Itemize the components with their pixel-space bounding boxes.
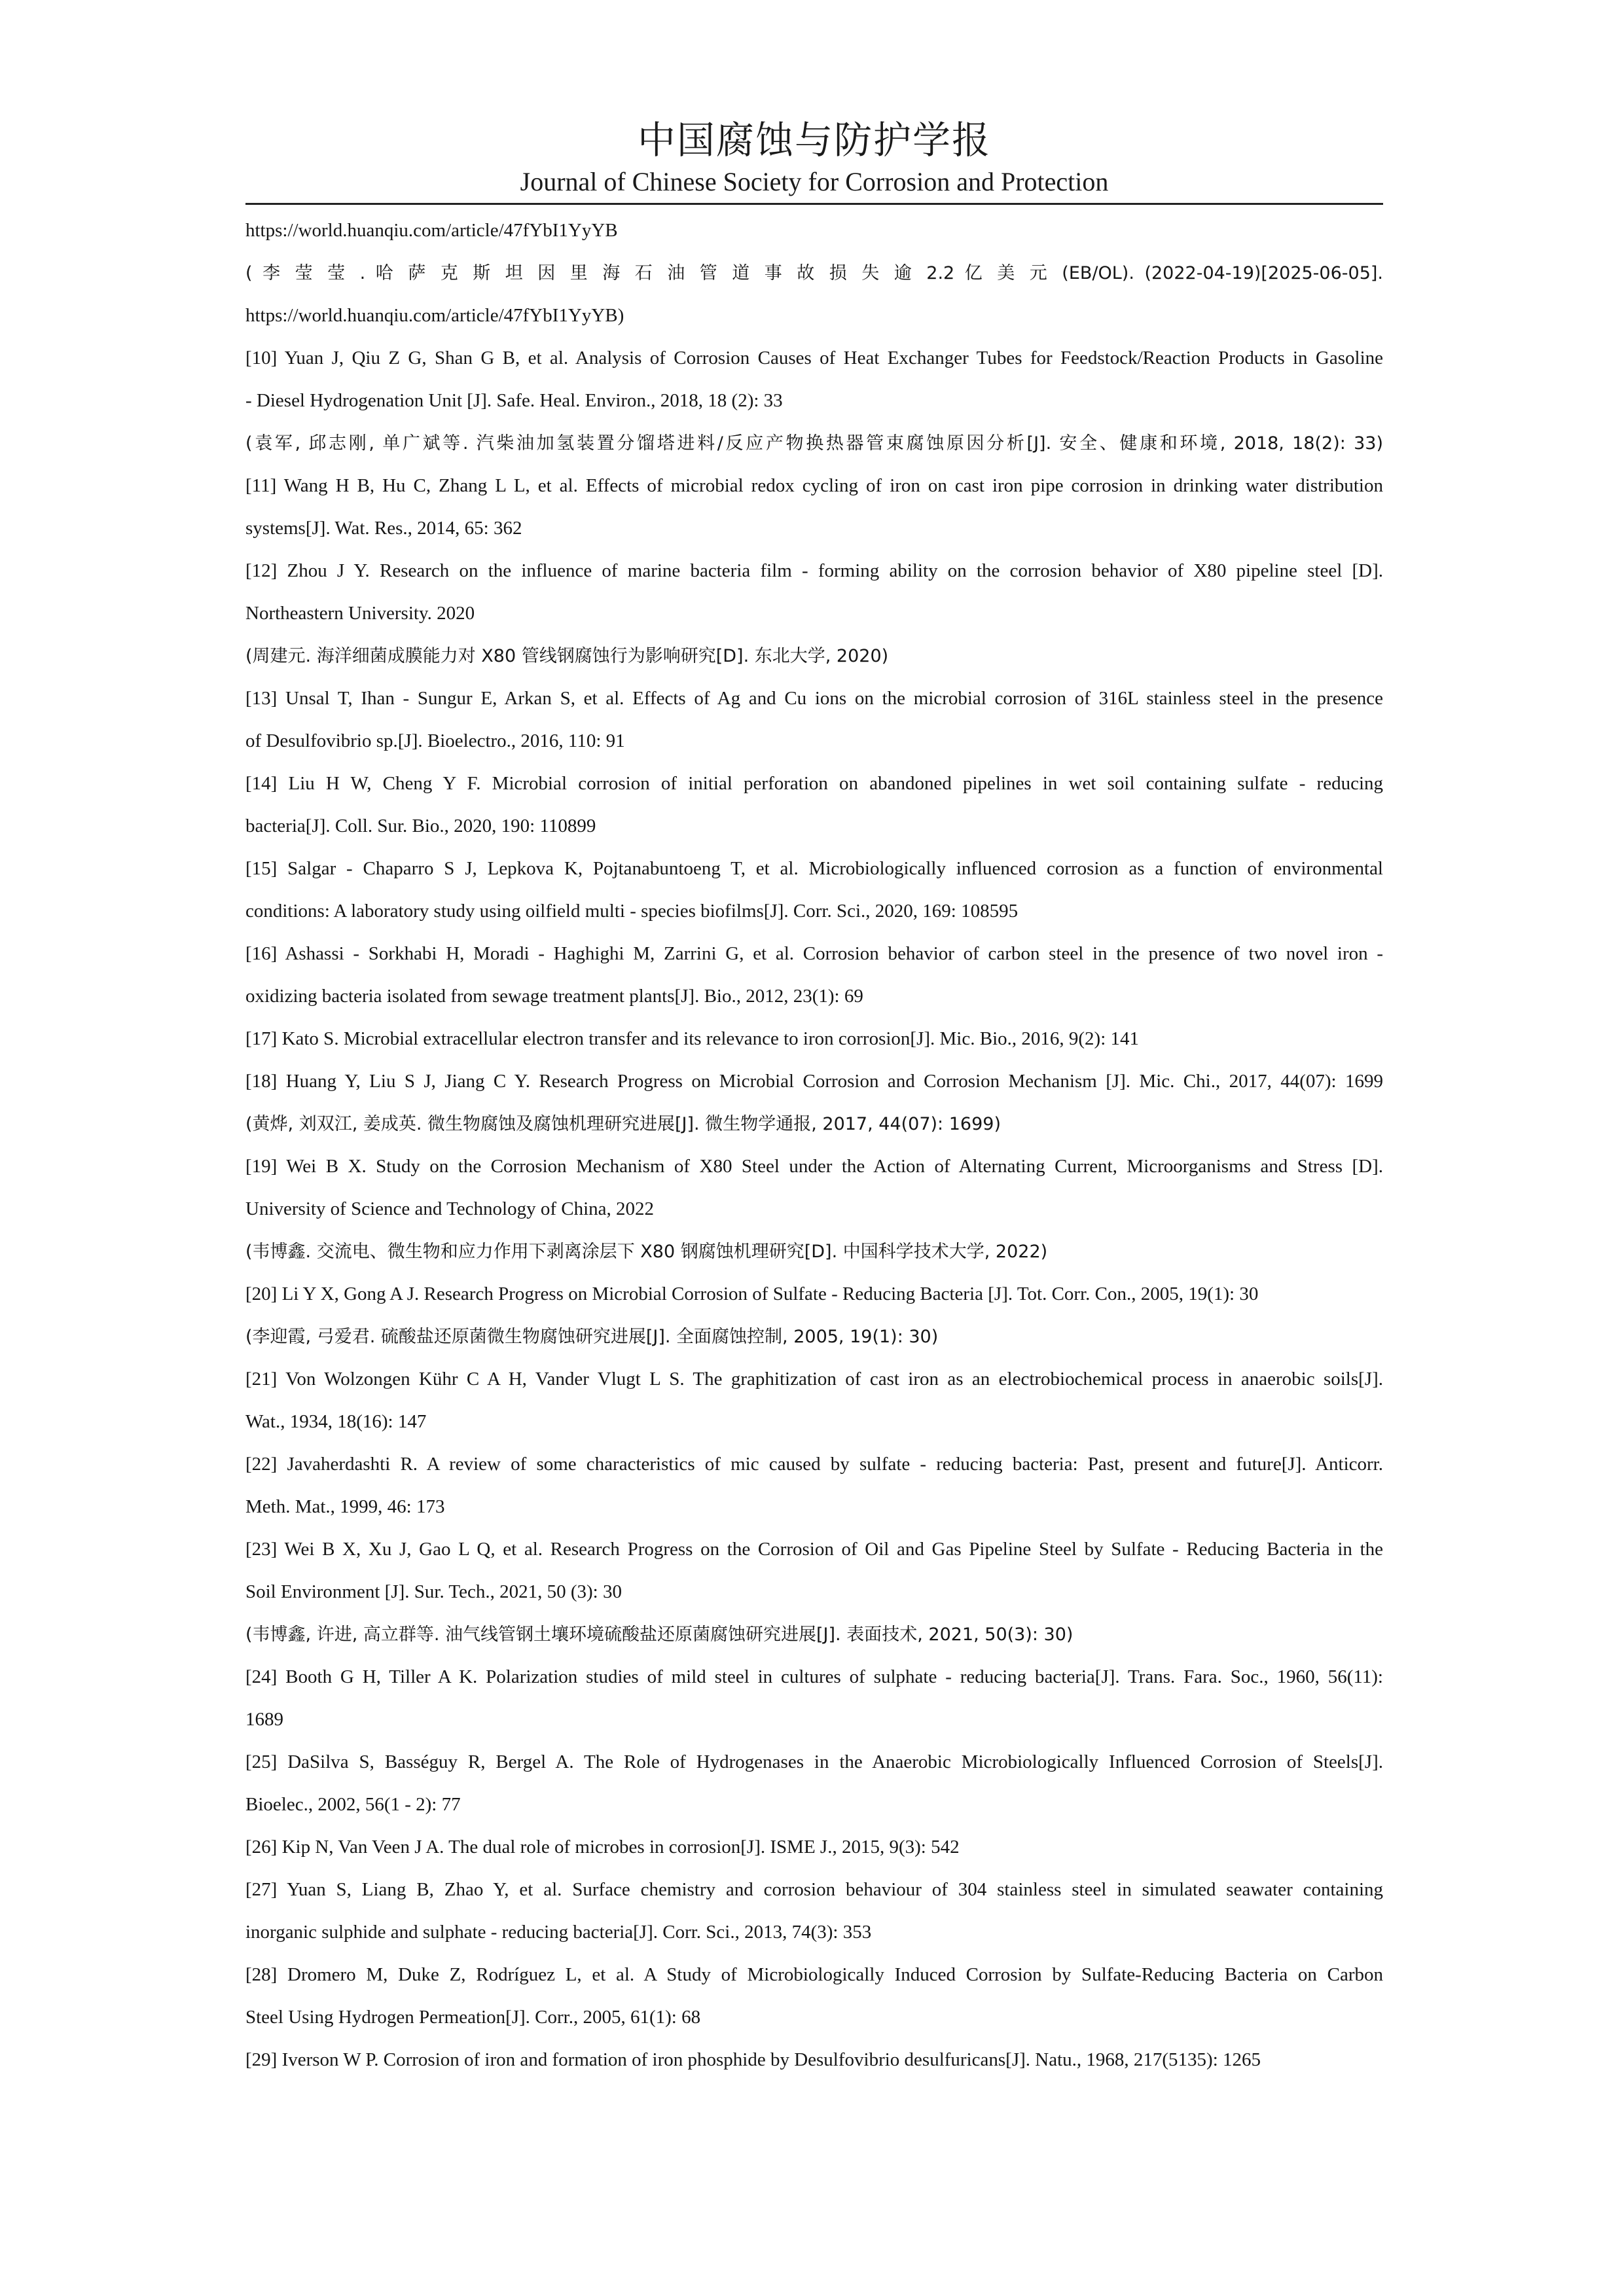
reference-line: [20] Li Y X, Gong A J. Research Progress on Microbial Corrosion of Sulfate - Reducing Bacteria [J]. Tot. Corr. Con., 2005, 19(1): 30	[245, 1283, 1259, 1304]
reference-line: [27] Yuan S, Liang B, Zhao Y, et al. Surface chemistry and corrosion behaviour of 304 stainless steel in simulated seawater containing	[245, 1879, 1383, 1900]
reference-line: [17] Kato S. Microbial extracellular electron transfer and its relevance to iron corrosion[J]. Mic. Bio., 2016, 9(2): 141	[245, 1028, 1139, 1049]
reference-line: [18] Huang Y, Liu S J, Jiang C Y. Research Progress on Microbial Corrosion and Corrosion Mechanism [J]. Mic. Chi., 2017, 44(07): 1699	[245, 1071, 1383, 1092]
reference-line: [26] Kip N, Van Veen J A. The dual role of microbes in corrosion[J]. ISME J., 2015, 9(3): 542	[245, 1837, 960, 1857]
reference-line: of Desulfovibrio sp.[J]. Bioelectro., 2016, 110: 91	[245, 730, 625, 751]
reference-line: [21] Von Wolzongen Kühr C A H, Vander Vlugt L S. The graphitization of cast iron as an electrobiochemical process in anaerobic soils[J].	[245, 1369, 1383, 1390]
reference-line: Northeastern University. 2020	[245, 603, 475, 624]
journal-title-chinese: 中国腐蚀与防护学报	[637, 118, 991, 162]
reference-line: [29] Iverson W P. Corrosion of iron and formation of iron phosphide by Desulfovibrio desulfuricans[J]. Natu., 1968, 217(5135): 1265	[245, 2049, 1261, 2070]
reference-line: https://world.huanqiu.com/article/47fYbI1YyYB	[245, 220, 618, 241]
reference-line: [19] Wei B X. Study on the Corrosion Mechanism of X80 Steel under the Action of Alternating Current, Microorganisms and Stress [D].	[245, 1156, 1383, 1177]
reference-line: [10] Yuan J, Qiu Z G, Shan G B, et al. Analysis of Corrosion Causes of Heat Exchanger Tubes for Feedstock/Reaction Products in Gasoline	[245, 348, 1383, 368]
reference-line: [16] Ashassi - Sorkhabi H, Moradi - Haghighi M, Zarrini G, et al. Corrosion behavior of carbon steel in the presence of two novel iron -	[245, 943, 1383, 964]
reference-line: Steel Using Hydrogen Permeation[J]. Corr., 2005, 61(1): 68	[245, 2007, 701, 2028]
reference-line: [11] Wang H B, Hu C, Zhang L L, et al. Effects of microbial redox cycling of iron on cast iron pipe corrosion in drinking water distribution	[245, 475, 1383, 496]
reference-line: [24] Booth G H, Tiller A K. Polarization studies of mild steel in cultures of sulphate - reducing bacteria[J]. Trans. Fara. Soc., 1960, 56(11):	[245, 1666, 1383, 1687]
reference-line: [22] Javaherdashti R. A review of some characteristics of mic caused by sulfate - reducing bacteria: Past, present and future[J]. Anticorr.	[245, 1454, 1383, 1475]
reference-line: Wat., 1934, 18(16): 147	[245, 1411, 427, 1432]
reference-line: systems[J]. Wat. Res., 2014, 65: 362	[245, 518, 522, 539]
reference-line: 1689	[245, 1709, 283, 1730]
reference-line: [15] Salgar - Chaparro S J, Lepkova K, Pojtanabuntoeng T, et al. Microbiologically influenced corrosion as a function of environmental	[245, 858, 1383, 879]
reference-line: oxidizing bacteria isolated from sewage treatment plants[J]. Bio., 2012, 23(1): 69	[245, 986, 863, 1007]
reference-line: University of Science and Technology of China, 2022	[245, 1198, 655, 1219]
reference-line: (韦博鑫. 交流电、微生物和应力作用下剥离涂层下 X80 钢腐蚀机理研究[D]. 中国科学技术大学, 2022)	[245, 1242, 1048, 1262]
reference-line: [12] Zhou J Y. Research on the influence of marine bacteria film - forming ability on the corrosion behavior of X80 pipeline steel [D].	[245, 560, 1383, 581]
reference-line: ( 李 莹 莹 . 哈 萨 克 斯 坦 因 里 海 石 油 管 道 事 故 损 失 逾 2.2 亿 美 元 (EB/OL). (2022-04-19)[2025-06-05].	[245, 263, 1383, 283]
header-rule	[245, 203, 1383, 205]
reference-line: bacteria[J]. Coll. Sur. Bio., 2020, 190: 110899	[245, 816, 596, 836]
reference-line: (韦博鑫, 许进, 高立群等. 油气线管钢土壤环境硫酸盐还原菌腐蚀研究进展[J]. 表面技术, 2021, 50(3): 30)	[245, 1624, 1074, 1645]
reference-line: (袁军, 邱志刚, 单广斌等. 汽柴油加氢装置分馏塔进料/反应产物换热器管束腐蚀原因分析[J]. 安全、健康和环境, 2018, 18(2): 33)	[245, 433, 1383, 454]
reference-list	[245, 209, 1383, 2081]
reference-line: [28] Dromero M, Duke Z, Rodríguez L, et al. A Study of Microbiologically Induced Corrosion by Sulfate-Reducing Bacteria on Carbon	[245, 1964, 1383, 1985]
reference-line: (周建元. 海洋细菌成膜能力对 X80 管线钢腐蚀行为影响研究[D]. 东北大学, 2020)	[245, 646, 889, 666]
journal-title-english: Journal of Chinese Society for Corrosion and Protection	[520, 167, 1109, 196]
reference-line: - Diesel Hydrogenation Unit [J]. Safe. Heal. Environ., 2018, 18 (2): 33	[245, 390, 783, 411]
reference-line: Bioelec., 2002, 56(1 - 2): 77	[245, 1794, 461, 1815]
reference-line: [14] Liu H W, Cheng Y F. Microbial corrosion of initial perforation on abandoned pipelines in wet soil containing sulfate - reducing	[245, 773, 1383, 794]
reference-line: inorganic sulphide and sulphate - reducing bacteria[J]. Corr. Sci., 2013, 74(3): 353	[245, 1922, 872, 1943]
reference-line: https://world.huanqiu.com/article/47fYbI1YyYB)	[245, 305, 624, 326]
reference-line: [25] DaSilva S, Basséguy R, Bergel A. The Role of Hydrogenases in the Anaerobic Microbiologically Influenced Corrosion of Steels[J].	[245, 1751, 1383, 1772]
reference-line: [23] Wei B X, Xu J, Gao L Q, et al. Research Progress on the Corrosion of Oil and Gas Pipeline Steel by Sulfate - Reducing Bacteria in the	[245, 1539, 1383, 1560]
reference-line: conditions: A laboratory study using oilfield multi - species biofilms[J]. Corr. Sci., 2020, 169: 108595	[245, 901, 1019, 922]
reference-line: (李迎霞, 弓爱君. 硫酸盐还原菌微生物腐蚀研究进展[J]. 全面腐蚀控制, 2005, 19(1): 30)	[245, 1327, 939, 1347]
reference-line: (黄烨, 刘双江, 姜成英. 微生物腐蚀及腐蚀机理研究进展[J]. 微生物学通报, 2017, 44(07): 1699)	[245, 1114, 1001, 1134]
reference-line: Meth. Mat., 1999, 46: 173	[245, 1496, 445, 1517]
reference-line: [13] Unsal T, Ihan - Sungur E, Arkan S, et al. Effects of Ag and Cu ions on the microbial corrosion of 316L stainless steel in the presence	[245, 688, 1383, 709]
journal-header	[245, 117, 1383, 199]
reference-line: Soil Environment [J]. Sur. Tech., 2021, 50 (3): 30	[245, 1581, 622, 1602]
